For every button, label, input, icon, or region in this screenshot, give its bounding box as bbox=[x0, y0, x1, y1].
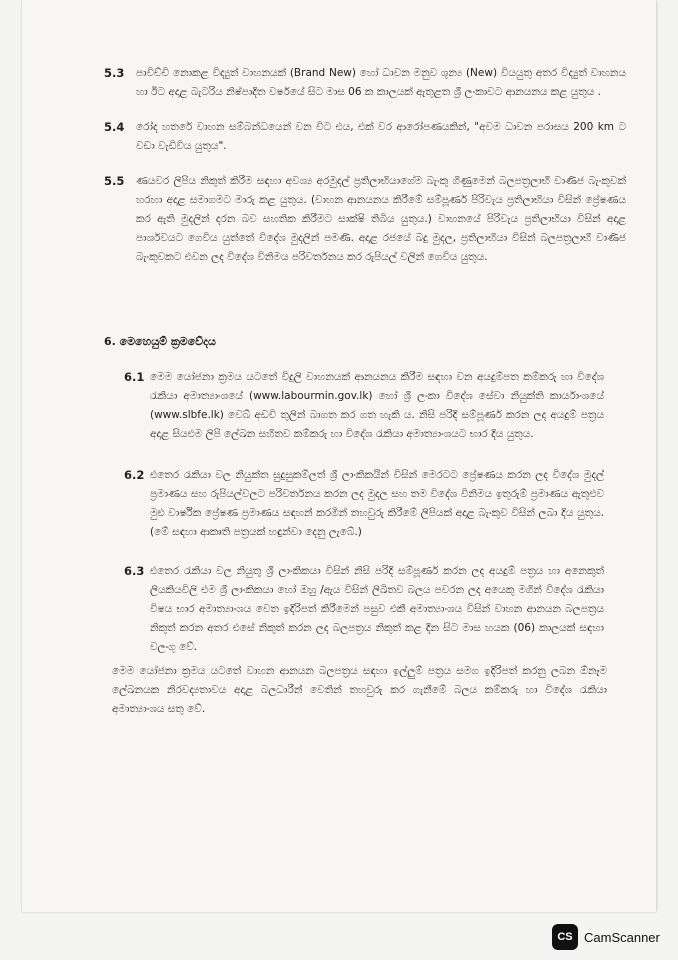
section-6-title: 6. මෙහෙයුම් ක්‍රමවේදය bbox=[104, 335, 216, 348]
item-number: 5.5 bbox=[104, 174, 125, 188]
item-6-3 bbox=[124, 562, 604, 657]
camscanner-watermark bbox=[552, 924, 660, 950]
camscanner-logo-icon: CS bbox=[552, 924, 578, 950]
item-text: රෝද හතරේ වාහන සම්බන්ධයෙන් වන විට එය, එක් වර ආරෝපණයකින්, "අවම ධාවන පරාසය 200 km ට වඩා වැඩිවිය යුතුය". bbox=[136, 121, 626, 152]
item-5-5 bbox=[106, 172, 626, 267]
item-number: 5.3 bbox=[104, 66, 125, 80]
camscanner-brand: CamScanner bbox=[584, 929, 660, 945]
item-text: පාවිච්චි නොකළ විද්‍යුත් වාහනයක් (Brand New) හෝ ධාවන මනුව ශුන්‍ය (New) වියයුතු අතර විද්‍යුත් වාහනය හා ඊට අදාළ බැටරිය නිෂ්පාදිත වර්ෂයේ සිට මාස 06 ක කාලයක් ඇතුළත ශ්‍රී ලංකාවට ආනයනය කළ යුතුය . bbox=[136, 67, 626, 98]
item-6-1 bbox=[124, 368, 604, 444]
document-page bbox=[22, 0, 656, 912]
item-number: 6.2 bbox=[124, 468, 145, 482]
item-number: 6.3 bbox=[124, 564, 145, 578]
item-6-2 bbox=[124, 466, 604, 542]
item-number: 6.1 bbox=[124, 370, 145, 384]
item-5-3 bbox=[106, 64, 626, 102]
closing-paragraph: මෙම යෝජනා ක්‍රමය යටතේ වාහන ආනයන බලපත්‍රය සඳහා ඉල්ලුම් පත්‍රය සමග ඉදිරිපත් කරනු ලබන ඕනෑම ලේඛනයක නිරවද්‍යතාවය අදාළ බලධාරීන් වෙතින් තහවුරු කර ගැනීමේ බලය කම්කරු හා විදේශ රැකියා අමාත්‍යාංශය සතු වේ. bbox=[112, 665, 607, 715]
item-text: එතෙර රැකියා වල නියුතු ශ්‍රී ලාංකිකයා විසින් නිසි පරිදි සම්පූර්ණ කරන ලද අයදුම් පත්‍රය හා අනෙකුත් ලියකියවිලි එම ශ්‍රී ලාංකිකයා හෝ ඔහු /ඇය විසින් ලිඛිතව බලය පවරන ලද අයෙකු මගින් විදේශ රැකියා විෂය භාර අමාත්‍යාංශය වෙත ඉදිරිපත් කිරීමෙන් පසුව එකී අමාත්‍යාංශය විසින් වාහන ආනයන බලපත්‍රය නිකුත් කරන අතර එසේ නිකුත් කරන ලද බලපත්‍රය නිකුත් කළ දින සිට මාස හයක (06) කාලයක් සඳහා වලංගු වේ. bbox=[150, 565, 604, 653]
item-5-4 bbox=[106, 118, 626, 156]
section-5-items bbox=[106, 64, 626, 283]
item-text: එතෙර රැකියා වල නියුක්ත සුදුසුකම්ලත් ශ්‍රී ලාංකිකයින් විසින් මෙරටට ප්‍රේෂණය කරන ලද විදේශ මුදල් ප්‍රමාණය සහ රුපියල්වලට පරිවර්තනය කරන ලද මුදල සහ තම විදේශ විනිමය ඉතුරුම් ප්‍රමාණය ඇතුළුව මුළු වාර්ෂික ප්‍රේෂණ ප්‍රමාණය සඳහන් කරමින් තහවුරු කිරීමේ ලිපියක් අදාළ බැංකුව විසින් ලබා දිය යුතුය. (මේ සඳහා ආකෘති පත්‍රයක් හඳුන්වා දෙනු ලැබේ.) bbox=[150, 469, 604, 538]
item-number: 5.4 bbox=[104, 120, 125, 134]
item-text: ණයවර ලිපිය නිකුත් කිරීම සඳහා අවශ්‍ය අරමුදල් ප්‍රතිලාභියාගේම බැංකු ගිණුමෙන් බලපත්‍රලාභී වාණිජ බැංකුවක් හරහා අදාළ සමාගමට මාරු කළ යුතුය. (වාහන ආනයනය කිරීමේ සම්පූර්ණ පිරිවැය ප්‍රතිලාභියා විසින් ප්‍රේෂණය කර ඇති මුදලින් දරන බව සහතික කිරීමට සාක්ෂි තිබිය යුතුය.) වාහනයේ පිරිවැය ප්‍රතිලාභියා විසින් අදාළ පාර්ශවයට ගෙවිය යුත්තේ විදේශ මුදලින් පමණි. අදාළ රජයේ බදු මුදල, ප්‍රතිලාභියා විසින් බලපත්‍රලාභී වාණිජ බැංකුවකට එවන ලද විදේශ විනිමය පරිවර්තනය කර රුපියල් වලින් ගෙවිය යුතුය. bbox=[136, 175, 626, 263]
item-text: මෙම යෝජනා ක්‍රමය යටතේ විදුලි වාහනයක් ආනයනය කිරීම සඳහා වන අයදුම්පත කම්කරු හා විදේශ රැකියා අමාත්‍යාංශයේ (www.labourmin.gov.lk) හෝ ශ්‍රී ලංකා විදේශ සේවා නියුක්ති කාර්යාංශයේ (www.slbfe.lk) වෙබ් අඩවි තුලින් බාගත කර ගත හැකි ය. නිසි පරිදි සම්පූර්ණ කරන ලද අයදුම් පත්‍රය අදාළ සියළුම ලිපි ලේඛන සහිතව කම්කරු හා විදේශ රැකියා අමාත්‍යාංශයට භාර දිය යුතුය. bbox=[150, 371, 604, 440]
